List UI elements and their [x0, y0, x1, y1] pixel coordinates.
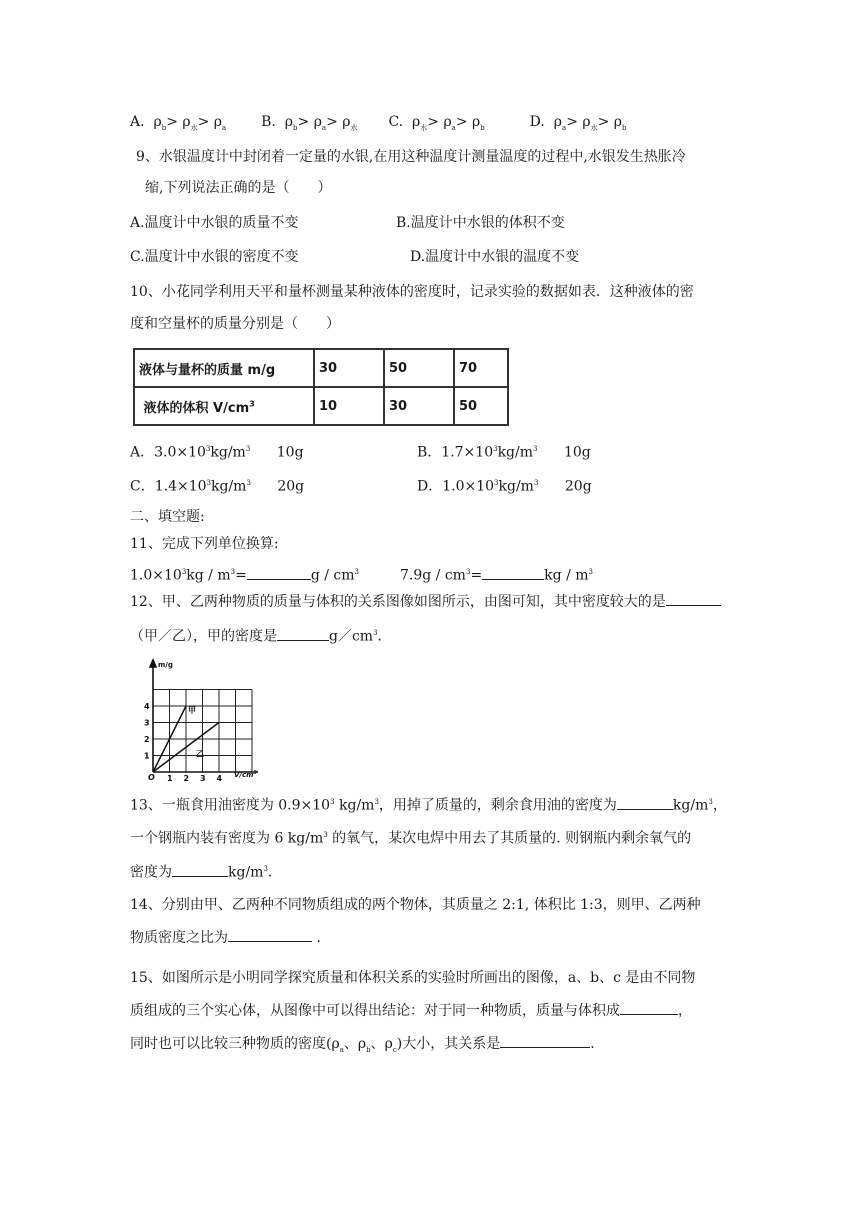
- q8-option-a[interactable]: A. $\rho_b> \rho_水> \rho_a$: [130, 114, 227, 132]
- q14-line2: 物质密度之比为 .: [130, 930, 321, 946]
- q15-line1: 15、如图所示是小明同学探究质量和体积关系的实验时所画出的图像，a、b、c 是由不同物: [130, 970, 696, 986]
- q10-option-c[interactable]: C．$1.4\times 10^3kg/m^3$ 20g: [130, 478, 305, 495]
- q9-stem-line1: 9、水银温度计中封闭着一定量的水银,在用这种温度计测量温度的过程中,水银发生热胀冷: [136, 149, 686, 165]
- q14-line1: 14、分别由甲、乙两种不同物质组成的两个物体，其质量之 2:1, 体积比 1:3，则甲、乙两种: [130, 897, 701, 913]
- q11-blank-1[interactable]: [247, 579, 311, 580]
- option-label: D.: [529, 114, 545, 130]
- q15-line3: 同时也可以比较三种物质的密度($\rho_a$、$\rho_b$、$\rho_c$)大小，其关系是 .: [130, 1036, 595, 1054]
- y-axis-arrow-icon: [150, 660, 156, 667]
- q13-line1: 13、一瓶食用油密度为 $0.9\times 10^3$ $kg/m^3$，用掉了质量的，剩余食用油的密度为 $kg/m^3$，: [130, 797, 727, 814]
- q14-blank[interactable]: [228, 941, 312, 942]
- q13-line3: 密度为 $kg/m^3$.: [130, 864, 273, 881]
- q9-option-b[interactable]: B.温度计中水银的体积不变: [396, 215, 565, 231]
- table-cell: 50: [454, 387, 508, 425]
- q8-option-c[interactable]: C. $\rho_水> \rho_a> \rho_b$: [388, 114, 485, 132]
- q10-option-a[interactable]: A．$3.0\times 10^3kg/m^3$ 10g: [130, 444, 304, 461]
- q10-stem-line1: 10、小花同学利用天平和量杯测量某种液体的密度时，记录实验的数据如表．这种液体的密: [130, 284, 694, 300]
- q11-part1: $1.0\times 10^3kg / m^3= g / cm^3$: [130, 567, 359, 584]
- q12-blank-1[interactable]: [666, 605, 721, 606]
- q15-blank-2[interactable]: [500, 1047, 590, 1048]
- origin-label: O: [148, 773, 155, 782]
- q9-option-d[interactable]: D.温度计中水银的温度不变: [410, 249, 580, 265]
- y-axis-label: m/g: [158, 661, 173, 669]
- option-label: C.: [388, 114, 404, 130]
- graph-grid: [153, 690, 252, 773]
- table-cell: 30: [384, 387, 454, 425]
- mass-volume-graph: [138, 658, 278, 784]
- table-cell: 50: [384, 349, 454, 387]
- section-title: 二、填空题:: [130, 509, 205, 525]
- q15-line2: 质组成的三个实心体，从图像中可以得出结论：对于同一种物质，质量与体积成 ，: [130, 1003, 692, 1019]
- x-tick-label: 3: [200, 774, 206, 783]
- x-axis-label: $V/cm^3$: [234, 770, 257, 779]
- q11-blank-2[interactable]: [482, 579, 544, 580]
- table-cell: 70: [454, 349, 508, 387]
- table-cell: 30: [314, 349, 384, 387]
- q8-options-row: [130, 113, 627, 137]
- y-tick-label: 3: [144, 718, 150, 728]
- q11-stem: 11、完成下列单位换算:: [130, 536, 279, 552]
- x-tick-label: 1: [167, 774, 173, 783]
- q8-option-d[interactable]: D. $\rho_a> \rho_水> \rho_b$: [529, 114, 627, 132]
- q9-option-a[interactable]: A.温度计中水银的质量不变: [130, 215, 299, 231]
- q12-stem-line2: （甲／乙），甲的密度是 $g/cm^3$．: [130, 628, 392, 645]
- q13-blank-2[interactable]: [172, 876, 228, 877]
- q10-stem-line2: 度和空量杯的质量分别是（ ）: [130, 316, 340, 332]
- x-tick-label: 4: [216, 774, 223, 783]
- y-tick-label: 1: [144, 751, 150, 761]
- q13-blank-1[interactable]: [617, 809, 673, 810]
- q10-option-b[interactable]: B．$1.7\times 10^3kg/m^3$ 10g: [417, 444, 591, 461]
- q9-option-c[interactable]: C.温度计中水银的密度不变: [130, 249, 299, 265]
- q12-stem-line1: 12、甲、乙两种物质的质量与体积的关系图像如图所示，由图可知，其中密度较大的是: [130, 593, 721, 611]
- y-tick-label: 4: [144, 702, 150, 711]
- table-row: [134, 349, 508, 387]
- option-label: B.: [261, 114, 276, 130]
- x-tick-label: 2: [183, 774, 190, 783]
- option-label: A.: [130, 114, 145, 130]
- q10-option-d[interactable]: D．$1.0\times 10^3kg/m^3$ 20g: [417, 478, 592, 495]
- q13-line2: 一个钢瓶内装有密度为 6 $kg/m^3$ 的氧气，某次电焊中用去了其质量的. 则钢瓶内剩余氧气的: [130, 830, 692, 847]
- table-row-label: 液体的体积 $V/cm^3$: [134, 387, 314, 425]
- table-row-label: 液体与量杯的质量 m/g: [134, 349, 314, 387]
- series-label: 甲: [188, 706, 196, 715]
- q11-part2: $7.9g / cm^3=$ kg / $m^3$: [400, 567, 593, 584]
- series-label: 乙: [195, 749, 204, 759]
- q12-blank-2[interactable]: [277, 640, 329, 641]
- table-row: [134, 387, 508, 425]
- q10-data-table: [133, 348, 509, 426]
- table-cell: 10: [314, 387, 384, 425]
- q8-option-b[interactable]: B. $\rho_b> \rho_a> \rho_水$: [261, 114, 358, 132]
- y-tick-label: 2: [144, 735, 150, 744]
- q15-blank-1[interactable]: [620, 1014, 678, 1015]
- q9-stem-line2: 缩,下列说法正确的是（ ）: [145, 180, 332, 196]
